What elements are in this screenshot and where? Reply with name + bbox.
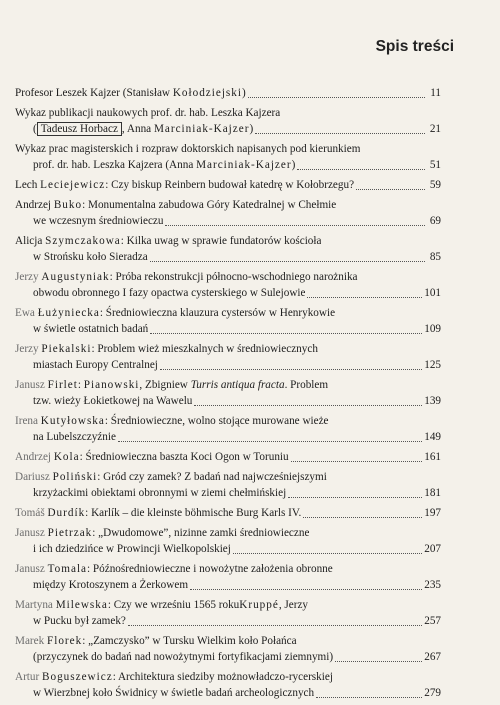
leader-dots — [150, 261, 425, 262]
toc-spaced2: Marciniak-Kajzer — [153, 123, 250, 135]
toc-entry — [15, 377, 441, 409]
leader-dots — [291, 461, 423, 462]
page-number: 69 — [429, 215, 441, 227]
toc-line-text — [33, 157, 295, 173]
toc-rest: w Wierzbnej koło Świdnicy w świetle badań archeologicznych — [33, 687, 315, 699]
toc-line-text — [33, 485, 286, 501]
toc-spaced: Leciejewicz — [40, 179, 106, 191]
toc-author: ( — [33, 123, 37, 135]
toc-line-text — [15, 85, 246, 101]
toc-rest2: , Anna — [121, 123, 154, 135]
toc-line — [15, 305, 441, 321]
toc-line-text — [15, 233, 321, 249]
leader-dots — [194, 405, 422, 406]
toc-line — [15, 233, 441, 249]
toc-line-text — [15, 197, 336, 213]
toc-rest: ) — [291, 159, 296, 171]
toc-entry — [15, 413, 441, 445]
toc-rest2: : Czy we wrześniu 1565 roku — [107, 599, 240, 611]
page-number: 11 — [430, 87, 441, 99]
toc-line — [15, 105, 441, 121]
toc-spaced: Pietrzak — [47, 527, 93, 539]
toc-rest: : Monumentalna zabudowa Góry Katedralnej w Chełmie — [82, 199, 337, 211]
toc-author: Janusz — [15, 527, 48, 539]
toc-line — [15, 485, 441, 501]
toc-spaced: Durdík — [47, 507, 86, 519]
toc-line — [15, 197, 441, 213]
toc-boxed: Tadeusz Horbacz — [37, 122, 122, 136]
toc-line — [15, 357, 441, 373]
toc-rest: : Późnośredniowieczne i nowożytne założenia obronne — [87, 563, 333, 575]
toc-line-text — [33, 121, 253, 137]
toc-line-text — [33, 649, 333, 665]
toc-author: Dariusz — [15, 471, 53, 483]
toc-spaced: Boguszewicz — [42, 671, 113, 683]
leader-dots — [128, 625, 422, 626]
toc-rest: ) — [249, 123, 254, 135]
toc-author: Martyna — [15, 599, 56, 611]
toc-rest: we wczesnym średniowieczu — [33, 215, 164, 227]
toc-rest3: . Problem — [284, 379, 329, 391]
page-title: Spis treści — [375, 38, 454, 55]
toc-line — [15, 121, 441, 137]
leader-dots — [288, 497, 422, 498]
toc-line-text — [33, 285, 305, 301]
toc-spaced: Szymczakowa — [45, 235, 121, 247]
page-number: 197 — [424, 507, 441, 519]
toc-spaced: Łużyniecka — [37, 307, 100, 319]
toc-spaced: Poliński — [52, 471, 98, 483]
toc-line — [15, 177, 441, 193]
toc-spaced: Florek — [47, 635, 83, 647]
toc-entry — [15, 633, 441, 665]
toc-rest: miastach Europy Centralnej — [33, 359, 158, 371]
toc-rest: : „Dwudomowe”, nizinne zamki średniowieczne — [92, 527, 310, 539]
toc-rest: Wykaz publikacji naukowych prof. dr. hab. Leszka Kajzera — [15, 107, 281, 119]
page-number: 279 — [424, 687, 441, 699]
toc-entry — [15, 597, 441, 629]
leader-dots — [165, 225, 425, 226]
toc-spaced: Kutyłowska — [40, 415, 105, 427]
toc-entry — [15, 305, 441, 337]
toc-author: Andrzej — [15, 199, 54, 211]
toc-line-text — [15, 469, 327, 485]
toc-line — [15, 669, 441, 685]
toc-line — [15, 449, 441, 465]
toc-rest: : Próba rekonstrukcji północno-wschodniego narożnika — [109, 271, 358, 283]
toc-author: Tomáš — [15, 507, 48, 519]
page-number: 235 — [424, 579, 441, 591]
toc-rest: w Pucku był zamek? — [33, 615, 126, 627]
toc-author: Ewa — [15, 307, 38, 319]
toc-author: Lech — [15, 179, 41, 191]
toc-line — [15, 393, 441, 409]
toc-rest: : Kilka uwag w sprawie fundatorów kościoła — [120, 235, 322, 247]
toc-line-text — [33, 613, 126, 629]
toc-rest: między Krotoszynem a Żerkowem — [33, 579, 189, 591]
toc-line — [15, 525, 441, 541]
toc-rest: (przyczynek do badań nad nowożytnymi fortyfikacjami ziemnymi) — [33, 651, 334, 663]
toc-rest2: : — [77, 379, 84, 391]
toc-entry — [15, 505, 441, 521]
toc-line — [15, 505, 441, 521]
toc-line-text — [33, 393, 192, 409]
toc-entry — [15, 525, 441, 557]
leader-dots — [335, 661, 422, 662]
toc-rest: : „Zamczysko” w Tursku Wielkim koło Połańca — [82, 635, 297, 647]
toc-rest: tzw. wieży Łokietkowej na Wawelu — [33, 395, 193, 407]
toc-line — [15, 249, 441, 265]
toc-line-text — [15, 177, 354, 193]
leader-dots — [255, 133, 425, 134]
page-number: 85 — [429, 251, 441, 263]
toc-rest: ) — [242, 87, 246, 99]
toc-line-text — [15, 141, 360, 157]
toc-rest: : Karlík – die kleinste böhmische Burg Karls IV. — [85, 507, 302, 519]
toc-entry — [15, 197, 441, 229]
toc-rest: , Zbigniew — [139, 379, 191, 391]
page-number: 207 — [424, 543, 441, 555]
toc-rest: w Strońsku koło Sieradza — [33, 251, 148, 263]
toc-line-text — [15, 525, 309, 541]
toc-line — [15, 269, 441, 285]
toc-line-text — [15, 305, 335, 321]
toc-entry — [15, 341, 441, 373]
toc-entry — [15, 669, 441, 701]
toc-line-text — [15, 505, 301, 521]
toc-spaced: Buko — [53, 199, 83, 211]
toc-line — [15, 413, 441, 429]
toc-entry — [15, 141, 441, 173]
toc-line-text — [33, 321, 148, 337]
toc-rest: krzyżackimi obiektami obronnymi w ziemi chełmińskiej — [33, 487, 287, 499]
toc-entry — [15, 85, 441, 101]
toc-entry — [15, 233, 441, 265]
leader-dots — [190, 589, 422, 590]
toc-spaced: Kola — [53, 451, 80, 463]
toc-author: Jerzy — [15, 271, 42, 283]
toc-line — [15, 85, 441, 101]
toc-line — [15, 429, 441, 445]
leader-dots — [150, 333, 422, 334]
toc-spaced: Kołodziejski — [172, 87, 242, 99]
toc-line — [15, 321, 441, 337]
toc-spaced2: Pianowski — [83, 379, 140, 391]
toc-rest: : Architektura siedziby możnowładczo-rycerskiej — [112, 671, 333, 683]
leader-dots — [160, 369, 422, 370]
toc-rest: : Średniowieczne, wolno stojące murowane wieże — [104, 415, 329, 427]
toc-entry — [15, 561, 441, 593]
toc-italic: Turris antiqua fracta — [190, 379, 285, 391]
toc-line — [15, 141, 441, 157]
toc-line — [15, 649, 441, 665]
toc-line-text — [15, 413, 329, 429]
toc-rest: i ich dziedzińce w Prowincji Wielkopolskiej — [33, 543, 231, 555]
toc-line — [15, 285, 441, 301]
page-number: 267 — [424, 651, 441, 663]
toc-line — [15, 561, 441, 577]
toc-line-text — [15, 377, 328, 393]
toc-rest: : Średniowieczna baszta Koci Ogon w Toruniu — [79, 451, 289, 463]
toc-entry — [15, 177, 441, 193]
table-of-contents — [15, 85, 441, 705]
toc-line — [15, 377, 441, 393]
toc-line-text — [15, 561, 333, 577]
toc-author: Profesor Leszek Kajzer (Stanisław — [15, 87, 173, 99]
toc-line — [15, 577, 441, 593]
toc-rest: , Jerzy — [278, 599, 309, 611]
toc-spaced: Firlet — [47, 379, 78, 391]
toc-rest: na Lubelszczyźnie — [33, 431, 116, 443]
toc-entry — [15, 449, 441, 465]
toc-author: Andrzej — [15, 451, 54, 463]
toc-author: Jerzy — [15, 343, 42, 355]
toc-spaced: Marciniak-Kajzer — [196, 159, 292, 171]
toc-author: Artur — [15, 671, 43, 683]
toc-line-text — [15, 669, 333, 685]
toc-line-text — [33, 249, 148, 265]
toc-rest: obwodu obronnego I fazy opactwa cysterskiego w Sulejowie — [33, 287, 306, 299]
toc-line-text — [15, 449, 289, 465]
page-number: 21 — [429, 123, 441, 135]
toc-author: Alicja — [15, 235, 46, 247]
leader-dots — [316, 697, 422, 698]
page-number: 109 — [424, 323, 441, 335]
leader-dots — [307, 297, 422, 298]
toc-rest: : Czy biskup Reinbern budował katedrę w Kołobrzegu? — [105, 179, 355, 191]
toc-line-text — [15, 105, 280, 121]
toc-spaced: Milewska — [55, 599, 108, 611]
toc-line-text — [33, 429, 116, 445]
toc-spaced: Piekalski — [41, 343, 92, 355]
leader-dots — [303, 517, 422, 518]
toc-line-text — [33, 577, 188, 593]
toc-line-text — [15, 269, 358, 285]
toc-line — [15, 633, 441, 649]
leader-dots — [297, 169, 425, 170]
page-number: 149 — [424, 431, 441, 443]
page-number: 51 — [429, 159, 441, 171]
page-number: 257 — [424, 615, 441, 627]
toc-line-text — [15, 341, 318, 357]
toc-author: Irena — [15, 415, 41, 427]
leader-dots — [118, 441, 422, 442]
toc-line — [15, 213, 441, 229]
page-number: 59 — [429, 179, 441, 191]
toc-line — [15, 341, 441, 357]
toc-rest: : Gród czy zamek? Z badań nad najwcześniejszymi — [97, 471, 327, 483]
toc-line-text — [15, 597, 308, 613]
toc-rest: : Problem wież mieszkalnych w średniowiecznych — [91, 343, 318, 355]
toc-author: Janusz — [15, 379, 48, 391]
toc-line — [15, 157, 441, 173]
toc-author: prof. dr. hab. Leszka Kajzera (Anna — [33, 159, 197, 171]
toc-rest: : Średniowieczna klauzura cystersów w Henrykowie — [99, 307, 336, 319]
page-number: 125 — [424, 359, 441, 371]
toc-line-text — [33, 357, 158, 373]
toc-spaced2: Kruppé — [239, 599, 279, 611]
toc-line-text — [33, 541, 231, 557]
toc-line — [15, 469, 441, 485]
toc-line-text — [15, 633, 297, 649]
toc-line-text — [33, 685, 314, 701]
toc-author: Marek — [15, 635, 47, 647]
toc-spaced: Augustyniak — [41, 271, 110, 283]
toc-line — [15, 541, 441, 557]
page-number: 101 — [424, 287, 441, 299]
toc-spaced: Tomala — [47, 563, 88, 575]
toc-entry — [15, 105, 441, 137]
toc-entry — [15, 469, 441, 501]
toc-line — [15, 685, 441, 701]
leader-dots — [356, 189, 425, 190]
toc-line-text — [33, 213, 163, 229]
toc-line — [15, 613, 441, 629]
page-number: 139 — [424, 395, 441, 407]
leader-dots — [248, 97, 425, 98]
page-number: 181 — [424, 487, 441, 499]
toc-rest: Wykaz prac magisterskich i rozpraw doktorskich napisanych pod kierunkiem — [15, 143, 361, 155]
toc-author: Janusz — [15, 563, 48, 575]
page-number: 161 — [424, 451, 441, 463]
toc-rest: w świetle ostatnich badań — [33, 323, 149, 335]
leader-dots — [233, 553, 422, 554]
toc-line — [15, 597, 441, 613]
toc-entry — [15, 269, 441, 301]
